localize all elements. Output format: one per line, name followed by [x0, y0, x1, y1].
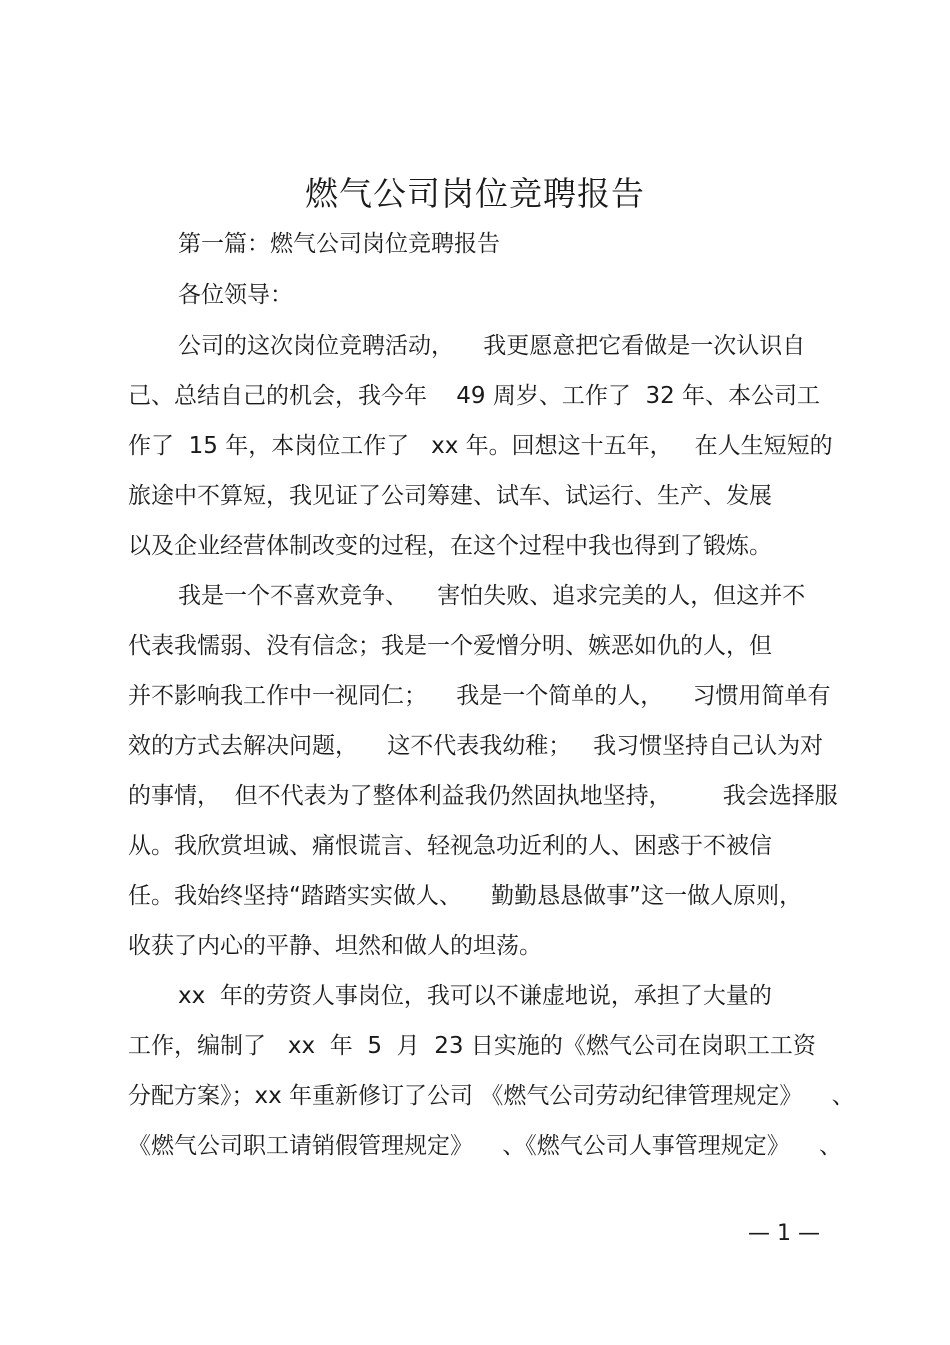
paragraph-line: 以及企业经营体制改变的过程，在这个过程中我也得到了锻炼。 [128, 533, 772, 559]
paragraph-line: 公司的这次岗位竞聘活动， 我更愿意把它看做是一次认识自 [178, 333, 806, 359]
paragraph-line: 收获了内心的平静、坦然和做人的坦荡。 [128, 933, 542, 959]
paragraph-line: 分配方案》；xx 年重新修订了公司 《燃气公司劳动纪律管理规定》 、 [128, 1083, 855, 1109]
paragraph-line: 并不影响我工作中一视同仁； 我是一个简单的人， 习惯用简单有 [128, 683, 831, 709]
paragraph-line: 《燃气公司职工请销假管理规定》 、《燃气公司人事管理规定》 、 [128, 1133, 842, 1159]
paragraph-line: 己、总结自己的机会，我今年 49 周岁、工作了 32 年、本公司工 [128, 383, 821, 409]
paragraph-line: 作了 15 年，本岗位工作了 xx 年。回想这十五年， 在人生短短的 [128, 433, 833, 459]
paragraph-line: 旅途中不算短，我见证了公司筹建、试车、试运行、生产、发展 [128, 483, 772, 509]
paragraph-line: 任。我始终坚持“踏踏实实做人、 勤勤恳恳做事”这一做人原则， [128, 883, 803, 909]
paragraph-line: 工作，编制了 xx 年 5 月 23 日实施的《燃气公司在岗职工工资 [128, 1033, 816, 1059]
paragraph-line: 代表我懦弱、没有信念；我是一个爱憎分明、嫉恶如仇的人，但 [128, 633, 772, 659]
section-heading: 第一篇：燃气公司岗位竞聘报告 [178, 231, 500, 257]
page-number: — 1 — [748, 1221, 820, 1246]
salutation: 各位领导： [178, 282, 293, 308]
paragraph-line: 我是一个不喜欢竞争、 害怕失败、追求完美的人，但这并不 [178, 583, 806, 609]
paragraph-line: 从。我欣赏坦诚、痛恨谎言、轻视急功近利的人、困惑于不被信 [128, 833, 772, 859]
paragraph-line: 效的方式去解决问题， 这不代表我幼稚； 我习惯坚持自己认为对 [128, 733, 824, 759]
paragraph-line: xx 年的劳资人事岗位，我可以不谦虚地说，承担了大量的 [178, 983, 772, 1009]
paragraph-line: 的事情， 但不代表为了整体利益我仍然固执地坚持， 我会选择服 [128, 783, 838, 809]
document-title: 燃气公司岗位竞聘报告 [305, 174, 645, 213]
